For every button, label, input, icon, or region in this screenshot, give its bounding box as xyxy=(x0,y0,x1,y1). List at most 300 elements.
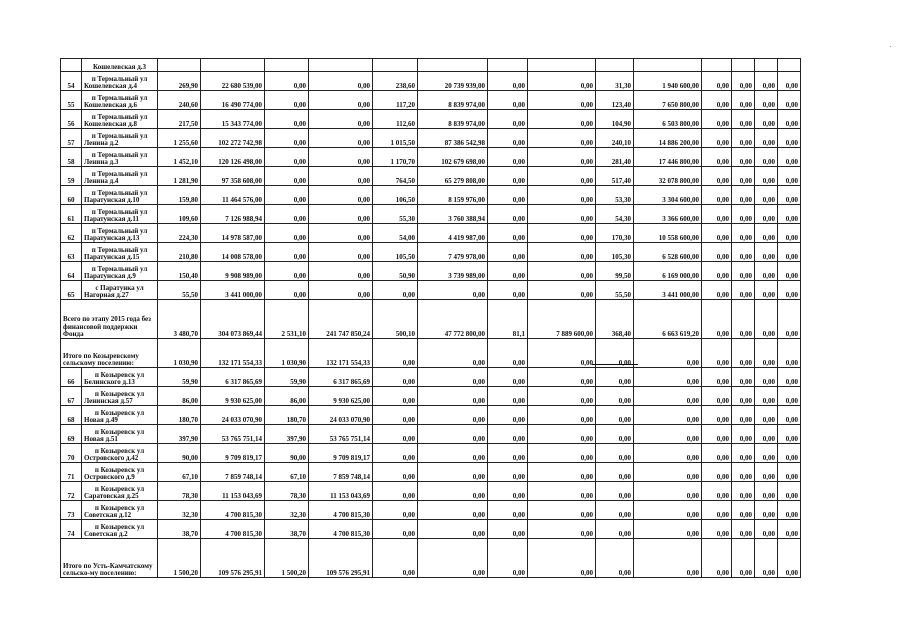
address-cell xyxy=(82,444,158,463)
row-number: 65 xyxy=(61,281,82,300)
address-line-1: п Термальный ул xyxy=(91,150,148,159)
row-number: 55 xyxy=(61,91,82,110)
total-value-cell: 368,40 xyxy=(596,300,634,339)
total-value-cell: 7 889 600,00 xyxy=(528,300,596,339)
value-cell: 0,00 xyxy=(596,368,634,387)
value-cell: 0,00 xyxy=(488,243,528,262)
value-cell: 65 279 808,00 xyxy=(418,167,488,186)
value-cell: 0,00 xyxy=(488,482,528,501)
table-row xyxy=(61,368,801,387)
address-line-2: Новая д.51 xyxy=(84,434,118,443)
total-label: Итого по Козыревскому сельскому поселению: xyxy=(61,339,158,368)
value-cell: 0,00 xyxy=(528,243,596,262)
value-cell: 0,00 xyxy=(528,501,596,520)
value-cell: 102 272 742,98 xyxy=(201,129,265,148)
value-cell: 180,70 xyxy=(265,406,309,425)
value-cell: 0,00 xyxy=(634,425,702,444)
value-cell: 0,00 xyxy=(778,463,801,482)
value-cell: 0,00 xyxy=(488,463,528,482)
value-cell: 0,00 xyxy=(418,501,488,520)
value-cell: 0,00 xyxy=(309,129,373,148)
value-cell: 0,00 xyxy=(732,406,755,425)
value-cell: 0,00 xyxy=(755,186,778,205)
value-cell: 7 859 748,14 xyxy=(201,463,265,482)
row-number: 61 xyxy=(61,205,82,224)
value-cell: 0,00 xyxy=(596,425,634,444)
value-cell: 0,00 xyxy=(778,167,801,186)
value-cell: 0,00 xyxy=(528,387,596,406)
value-cell: 0,00 xyxy=(732,72,755,91)
total-value-cell: 132 171 554,33 xyxy=(201,339,265,368)
address-line-1: п Термальный ул xyxy=(91,131,148,140)
total-value-cell: 500,10 xyxy=(373,300,418,339)
value-cell: 50,90 xyxy=(373,262,418,281)
value-cell: 0,00 xyxy=(488,205,528,224)
value-cell: 0,00 xyxy=(265,186,309,205)
row-number: 69 xyxy=(61,425,82,444)
row-number: 71 xyxy=(61,463,82,482)
row-number: 63 xyxy=(61,243,82,262)
value-cell: 0,00 xyxy=(528,368,596,387)
value-cell: 0,00 xyxy=(265,262,309,281)
value-cell: 106,50 xyxy=(373,186,418,205)
value-cell: 170,30 xyxy=(596,224,634,243)
value-cell: 0,00 xyxy=(778,425,801,444)
value-cell: 0,00 xyxy=(488,167,528,186)
address-line-1: с Паратунка ул xyxy=(95,283,144,292)
value-cell: 0,00 xyxy=(778,72,801,91)
total-value-cell: 47 772 800,00 xyxy=(418,300,488,339)
value-cell: 3 739 989,00 xyxy=(418,262,488,281)
address-line-1: п Козыревск ул xyxy=(94,522,145,531)
value-cell: 0,00 xyxy=(755,148,778,167)
total-value-cell: 6 663 619,20 xyxy=(634,300,702,339)
address-line-2: Белинского д.13 xyxy=(84,377,135,386)
total-value-cell: 0,00 xyxy=(528,539,596,578)
value-cell: 0,00 xyxy=(702,425,732,444)
value-cell: 9 709 819,17 xyxy=(309,444,373,463)
value-cell: 0,00 xyxy=(755,72,778,91)
address-cell xyxy=(82,406,158,425)
row-number: 74 xyxy=(61,520,82,539)
value-cell: 0,00 xyxy=(418,387,488,406)
total-value-cell: 0,00 xyxy=(373,339,418,368)
value-cell: 0,00 xyxy=(634,444,702,463)
value-cell: 0,00 xyxy=(778,281,801,300)
address-cell xyxy=(82,482,158,501)
total-value-cell: 0,00 xyxy=(528,339,596,368)
value-cell: 0,00 xyxy=(488,110,528,129)
value-cell: 1 940 600,00 xyxy=(634,72,702,91)
value-cell: 1 015,50 xyxy=(373,129,418,148)
address-line-2: Кошелевская д.8 xyxy=(84,119,138,128)
value-cell: 90,00 xyxy=(265,444,309,463)
value-cell: 1 452,10 xyxy=(158,148,201,167)
value-cell: 0,00 xyxy=(488,129,528,148)
address-line-1: п Термальный ул xyxy=(91,74,148,83)
total-value-cell: 1 030,90 xyxy=(265,339,309,368)
value-cell: 3 441 000,00 xyxy=(634,281,702,300)
address-cell xyxy=(82,224,158,243)
value-cell: 0,00 xyxy=(265,129,309,148)
value-cell: 104,90 xyxy=(596,110,634,129)
address-cell: Кошелевская д.3 xyxy=(82,59,158,72)
value-cell: 4 700 815,30 xyxy=(309,501,373,520)
value-cell: 0,00 xyxy=(755,205,778,224)
address-line-2: Ленина д.2 xyxy=(84,138,119,147)
value-cell: 0,00 xyxy=(778,205,801,224)
address-line-2: Кошелевская д.6 xyxy=(84,100,138,109)
value-cell: 0,00 xyxy=(488,368,528,387)
address-cell xyxy=(82,148,158,167)
table-row xyxy=(61,520,801,539)
value-cell: 86,00 xyxy=(265,387,309,406)
value-cell: 0,00 xyxy=(732,520,755,539)
value-cell: 7 859 748,14 xyxy=(309,463,373,482)
table-row xyxy=(61,501,801,520)
address-line-2: Островского д.9 xyxy=(84,472,135,481)
value-cell: 117,20 xyxy=(373,91,418,110)
address-line-2: Ленина д.4 xyxy=(84,176,119,185)
value-cell: 17 446 800,00 xyxy=(634,148,702,167)
value-cell: 1 255,60 xyxy=(158,129,201,148)
value-cell: 53 765 751,14 xyxy=(201,425,265,444)
total-value-cell: 0,00 xyxy=(373,539,418,578)
total-value-cell: 1 500,20 xyxy=(158,539,201,578)
value-cell: 0,00 xyxy=(755,91,778,110)
value-cell: 16 490 774,00 xyxy=(201,91,265,110)
value-cell: 102 679 698,00 xyxy=(418,148,488,167)
value-cell: 0,00 xyxy=(418,406,488,425)
total-value-cell: 304 073 869,44 xyxy=(201,300,265,339)
value-cell: 240,60 xyxy=(158,91,201,110)
value-cell: 0,00 xyxy=(265,224,309,243)
value-cell: 0,00 xyxy=(528,110,596,129)
total-value-cell: 0,00 xyxy=(634,539,702,578)
total-value-cell: 0,00 xyxy=(418,539,488,578)
value-cell: 0,00 xyxy=(702,482,732,501)
value-cell: 0,00 xyxy=(488,148,528,167)
value-cell: 0,00 xyxy=(309,281,373,300)
value-cell: 32,30 xyxy=(158,501,201,520)
value-cell: 0,00 xyxy=(755,406,778,425)
table-row xyxy=(61,482,801,501)
value-cell: 0,00 xyxy=(528,425,596,444)
value-cell: 32,30 xyxy=(265,501,309,520)
value-cell: 0,00 xyxy=(309,262,373,281)
address-line-1: п Козыревск ул xyxy=(94,446,145,455)
value-cell: 0,00 xyxy=(596,387,634,406)
value-cell: 0,00 xyxy=(778,91,801,110)
row-number: 54 xyxy=(61,72,82,91)
value-cell: 0,00 xyxy=(702,129,732,148)
table-row xyxy=(61,224,801,243)
value-cell: 269,90 xyxy=(158,72,201,91)
address-line-1: п Козыревск ул xyxy=(94,389,145,398)
value-cell: 38,70 xyxy=(158,520,201,539)
address-line-1: п Термальный ул xyxy=(91,188,148,197)
table-row xyxy=(61,406,801,425)
value-cell: 0,00 xyxy=(634,406,702,425)
value-cell: 0,00 xyxy=(702,520,732,539)
value-cell: 8 159 976,00 xyxy=(418,186,488,205)
row-number: 70 xyxy=(61,444,82,463)
address-line-1: п Термальный ул xyxy=(91,245,148,254)
total-value-cell: 241 747 850,24 xyxy=(309,300,373,339)
address-line-1: п Козыревск ул xyxy=(94,427,145,436)
total-value-cell: 1 030,90 xyxy=(158,339,201,368)
table-row xyxy=(61,444,801,463)
value-cell: 0,00 xyxy=(309,110,373,129)
address-line-2: Паратунская д.10 xyxy=(84,195,140,204)
value-cell: 0,00 xyxy=(265,148,309,167)
value-cell: 0,00 xyxy=(778,148,801,167)
value-cell: 6 169 000,00 xyxy=(634,262,702,281)
value-cell: 9 709 819,17 xyxy=(201,444,265,463)
value-cell: 0,00 xyxy=(755,110,778,129)
value-cell: 0,00 xyxy=(488,406,528,425)
value-cell: 0,00 xyxy=(528,520,596,539)
value-cell: 240,10 xyxy=(596,129,634,148)
table-row xyxy=(61,243,801,262)
total-value-cell: 0,00 xyxy=(755,539,778,578)
value-cell: 0,00 xyxy=(732,387,755,406)
address-cell xyxy=(82,463,158,482)
table-row xyxy=(61,72,801,91)
value-cell: 0,00 xyxy=(488,186,528,205)
value-cell: 0,00 xyxy=(755,224,778,243)
address-line-1: п Термальный ул xyxy=(91,112,148,121)
value-cell: 0,00 xyxy=(732,425,755,444)
value-cell: 4 419 987,00 xyxy=(418,224,488,243)
value-cell: 0,00 xyxy=(528,129,596,148)
value-cell: 0,00 xyxy=(528,482,596,501)
value-cell: 0,00 xyxy=(528,262,596,281)
value-cell: 4 700 815,30 xyxy=(201,520,265,539)
value-cell: 0,00 xyxy=(373,406,418,425)
table-row xyxy=(61,110,801,129)
value-cell: 764,50 xyxy=(373,167,418,186)
address-line-1: п Термальный ул xyxy=(91,207,148,216)
value-cell: 0,00 xyxy=(702,243,732,262)
value-cell: 0,00 xyxy=(488,425,528,444)
table-row xyxy=(61,425,801,444)
value-cell: 159,80 xyxy=(158,186,201,205)
value-cell: 0,00 xyxy=(373,368,418,387)
value-cell: 0,00 xyxy=(732,281,755,300)
value-cell: 0,00 xyxy=(528,205,596,224)
address-line-2: Саратовская д.25 xyxy=(84,491,139,500)
value-cell: 0,00 xyxy=(778,110,801,129)
value-cell: 90,00 xyxy=(158,444,201,463)
table-row xyxy=(61,387,801,406)
value-cell: 59,90 xyxy=(158,368,201,387)
value-cell: 397,90 xyxy=(158,425,201,444)
address-cell xyxy=(82,387,158,406)
value-cell: 55,30 xyxy=(373,205,418,224)
value-cell: 0,00 xyxy=(596,501,634,520)
total-value-cell: 109 576 295,91 xyxy=(309,539,373,578)
value-cell: 0,00 xyxy=(265,243,309,262)
row-number: 67 xyxy=(61,387,82,406)
value-cell: 78,30 xyxy=(265,482,309,501)
row-number: 60 xyxy=(61,186,82,205)
value-cell: 9 930 625,00 xyxy=(309,387,373,406)
value-cell: 0,00 xyxy=(373,520,418,539)
value-cell: 0,00 xyxy=(373,444,418,463)
address-cell xyxy=(82,501,158,520)
value-cell: 0,00 xyxy=(488,444,528,463)
value-cell: 31,30 xyxy=(596,72,634,91)
address-cell xyxy=(82,205,158,224)
value-cell: 0,00 xyxy=(702,91,732,110)
value-cell: 0,00 xyxy=(528,406,596,425)
value-cell: 0,00 xyxy=(702,72,732,91)
value-cell: 0,00 xyxy=(732,167,755,186)
value-cell: 10 558 600,00 xyxy=(634,224,702,243)
value-cell: 8 839 974,00 xyxy=(418,110,488,129)
total-value-cell: 0,00 xyxy=(596,539,634,578)
address-line-2: Паратунская д.13 xyxy=(84,233,140,242)
value-cell: 0,00 xyxy=(373,281,418,300)
value-cell: 0,00 xyxy=(634,368,702,387)
value-cell: 0,00 xyxy=(528,148,596,167)
value-cell: 0,00 xyxy=(488,501,528,520)
value-cell: 0,00 xyxy=(755,262,778,281)
row-number: 56 xyxy=(61,110,82,129)
value-cell: 0,00 xyxy=(265,281,309,300)
value-cell: 0,00 xyxy=(596,482,634,501)
value-cell: 3 760 388,94 xyxy=(418,205,488,224)
total-value-cell: 0,00 xyxy=(596,339,634,368)
value-cell: 0,00 xyxy=(528,444,596,463)
table-row xyxy=(61,463,801,482)
total-value-cell: 0,00 xyxy=(488,539,528,578)
value-cell: 238,60 xyxy=(373,72,418,91)
address-line-2: Островского д.42 xyxy=(84,453,139,462)
value-cell: 0,00 xyxy=(528,186,596,205)
value-cell: 0,00 xyxy=(755,463,778,482)
table-row-continuation xyxy=(61,59,801,72)
value-cell: 105,50 xyxy=(373,243,418,262)
value-cell: 24 033 070,90 xyxy=(201,406,265,425)
value-cell: 0,00 xyxy=(309,186,373,205)
value-cell: 24 033 070,90 xyxy=(309,406,373,425)
address-line-1: п Термальный ул xyxy=(91,264,148,273)
value-cell: 15 343 774,00 xyxy=(201,110,265,129)
value-cell: 0,00 xyxy=(732,186,755,205)
value-cell: 0,00 xyxy=(528,463,596,482)
value-cell: 0,00 xyxy=(755,387,778,406)
value-cell: 0,00 xyxy=(634,520,702,539)
total-label: Итого по Усть-Камчатскому сельско-му поселению: xyxy=(61,539,158,578)
value-cell: 0,00 xyxy=(755,129,778,148)
address-line-1: п Козыревск ул xyxy=(94,370,145,379)
table-row xyxy=(61,205,801,224)
value-cell: 0,00 xyxy=(596,520,634,539)
value-cell: 0,00 xyxy=(265,167,309,186)
value-cell: 6 503 800,00 xyxy=(634,110,702,129)
row-number: 62 xyxy=(61,224,82,243)
value-cell: 0,00 xyxy=(755,368,778,387)
value-cell: 0,00 xyxy=(778,482,801,501)
row-number: 57 xyxy=(61,129,82,148)
value-cell: 0,00 xyxy=(596,444,634,463)
value-cell: 0,00 xyxy=(778,243,801,262)
value-cell: 0,00 xyxy=(702,281,732,300)
value-cell: 0,00 xyxy=(732,444,755,463)
value-cell: 0,00 xyxy=(702,368,732,387)
table-row xyxy=(61,281,801,300)
value-cell: 54,30 xyxy=(596,205,634,224)
address-cell xyxy=(82,186,158,205)
value-cell: 0,00 xyxy=(778,387,801,406)
value-cell: 4 700 815,30 xyxy=(201,501,265,520)
address-line-2: Паратунская д.15 xyxy=(84,252,140,261)
total-value-cell: 0,00 xyxy=(488,339,528,368)
total-value-cell: 0,00 xyxy=(755,339,778,368)
value-cell: 6 528 600,00 xyxy=(634,243,702,262)
value-cell: 0,00 xyxy=(778,520,801,539)
value-cell: 0,00 xyxy=(309,167,373,186)
value-cell: 0,00 xyxy=(418,425,488,444)
value-cell: 6 317 865,69 xyxy=(309,368,373,387)
value-cell: 87 386 542,98 xyxy=(418,129,488,148)
total-value-cell: 0,00 xyxy=(732,339,755,368)
value-cell: 0,00 xyxy=(265,72,309,91)
total-value-cell: 0,00 xyxy=(778,539,801,578)
value-cell: 397,90 xyxy=(265,425,309,444)
value-cell: 0,00 xyxy=(732,463,755,482)
value-cell: 0,00 xyxy=(778,406,801,425)
value-cell: 0,00 xyxy=(778,186,801,205)
total-value-cell: 1 500,20 xyxy=(265,539,309,578)
value-cell: 0,00 xyxy=(634,463,702,482)
value-cell: 67,10 xyxy=(265,463,309,482)
value-cell: 3 366 600,00 xyxy=(634,205,702,224)
value-cell: 150,40 xyxy=(158,262,201,281)
value-cell: 217,50 xyxy=(158,110,201,129)
value-cell: 0,00 xyxy=(418,444,488,463)
value-cell: 0,00 xyxy=(755,425,778,444)
value-cell: 281,40 xyxy=(596,148,634,167)
value-cell: 54,00 xyxy=(373,224,418,243)
value-cell: 32 078 800,00 xyxy=(634,167,702,186)
housing-program-table xyxy=(60,58,801,578)
total-value-cell: 0,00 xyxy=(732,300,755,339)
value-cell: 7 479 978,00 xyxy=(418,243,488,262)
total-value-cell: 2 531,10 xyxy=(265,300,309,339)
value-cell: 0,00 xyxy=(634,387,702,406)
table-row xyxy=(61,148,801,167)
value-cell: 0,00 xyxy=(732,148,755,167)
value-cell: 3 304 600,00 xyxy=(634,186,702,205)
total-value-cell: 0,00 xyxy=(418,339,488,368)
value-cell: 53,30 xyxy=(596,186,634,205)
value-cell: 14 886 200,00 xyxy=(634,129,702,148)
address-line-1: п Козыревск ул xyxy=(94,484,145,493)
value-cell: 0,00 xyxy=(528,167,596,186)
value-cell: 0,00 xyxy=(755,281,778,300)
value-cell: 0,00 xyxy=(373,387,418,406)
value-cell: 0,00 xyxy=(778,501,801,520)
value-cell: 0,00 xyxy=(488,387,528,406)
table-row xyxy=(61,91,801,110)
value-cell: 38,70 xyxy=(265,520,309,539)
value-cell: 53 765 751,14 xyxy=(309,425,373,444)
value-cell: 0,00 xyxy=(634,482,702,501)
address-cell xyxy=(82,281,158,300)
